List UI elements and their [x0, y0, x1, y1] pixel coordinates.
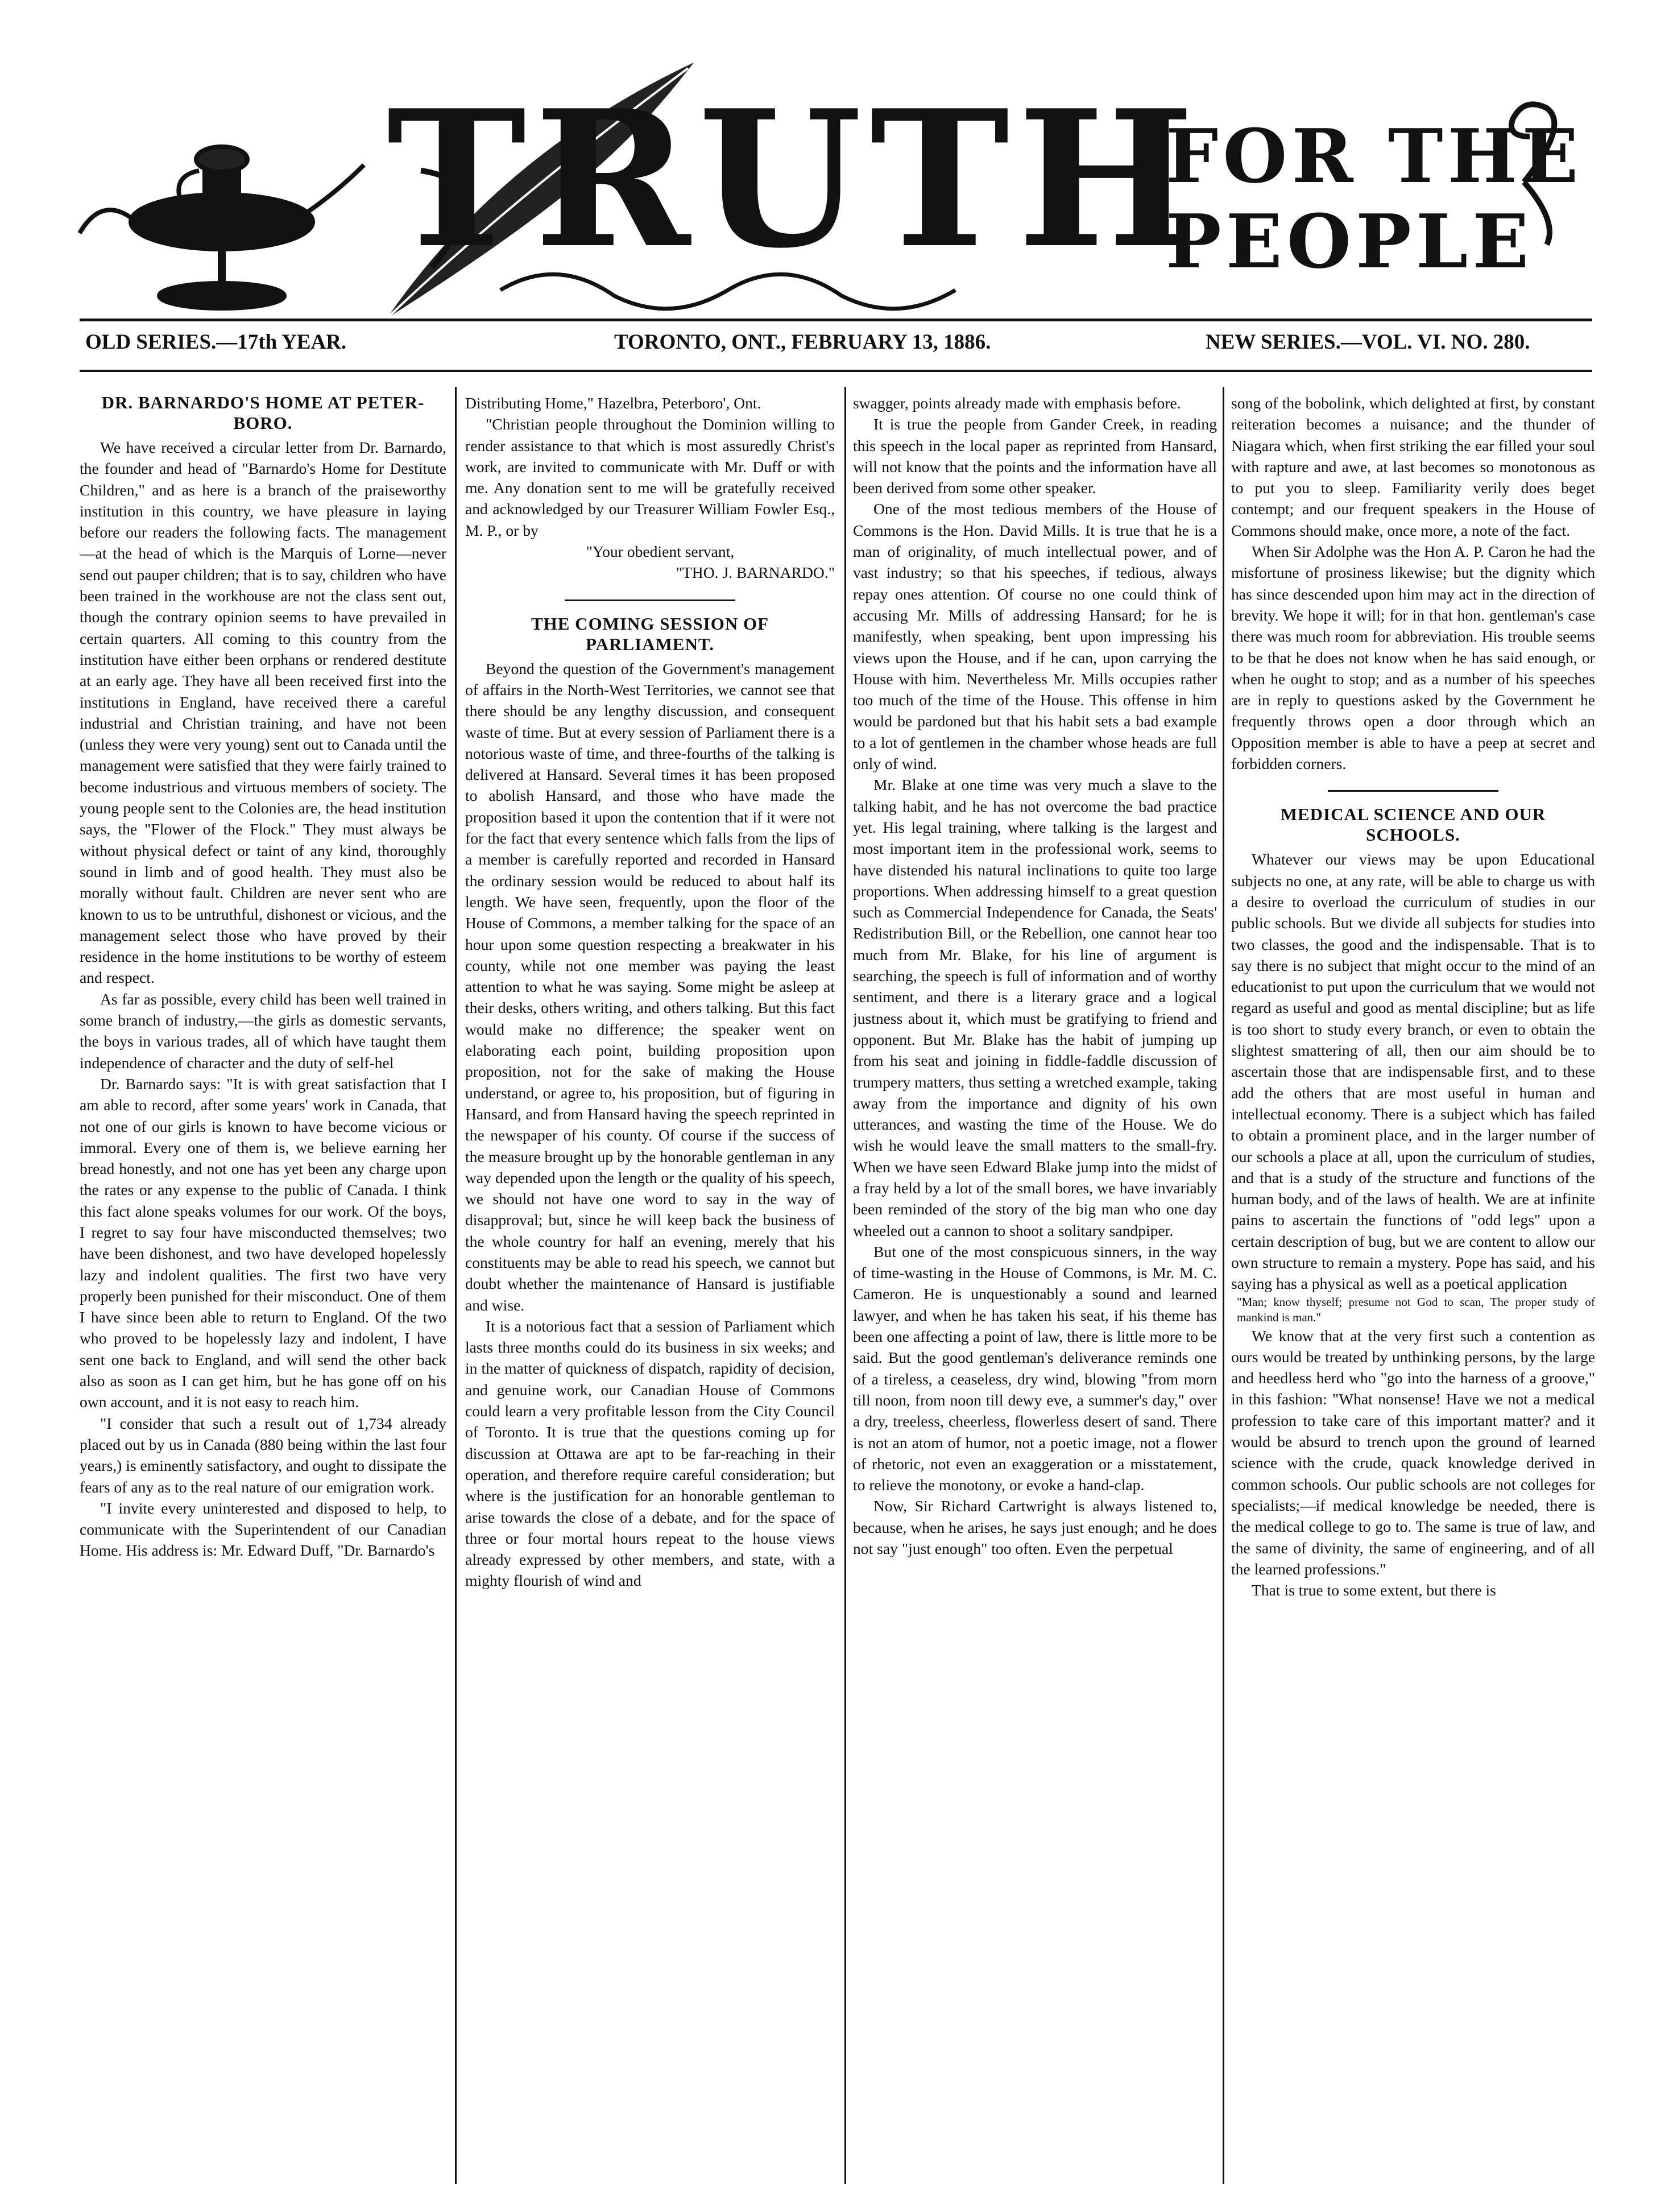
article-paragraph: It is true the people from Gander Creek, in reading this speech in the local paper as reprinted from Hansard, will not know that the points and the information have all been derived from some other speaker. [853, 415, 1217, 497]
new-series-label: NEW SERIES.—VOL. VI. NO. 280. [1206, 330, 1530, 354]
article-paragraph: song of the bobolink, which delighted at first, by constant reiteration becomes a nuisance; and the thunder of Niagara which, when first striking the ear filled your soul with rapture and awe, at last becomes so monotonous as to put you to sleep. Familiarity verily does beget contempt; and our frequent speakers in the House of Commons should make, once more, a note of the fact. [1231, 394, 1595, 539]
masthead-subtitle-line2: PEOPLE [1166, 198, 1534, 285]
masthead-subtitle-line1: FOR THE [1166, 113, 1583, 200]
poetry-quote: "Man; know thyself; presume not God to scan, The proper study of mankind is man." [1237, 1295, 1595, 1324]
oil-lamp-icon [80, 147, 364, 308]
header-bottom-rule [80, 370, 1592, 372]
article-headline: DR. BARNARDO'S HOME AT PETER-BORO. [101, 392, 425, 433]
article-paragraph: "I invite every uninterested and disposed to help, to communicate with the Superintendent of our Canadian Home. His address is: Mr. Edward Duff, "Dr. Barnardo's [80, 1499, 446, 1560]
column-1 [80, 392, 446, 2184]
column-2 [465, 392, 835, 2184]
article-paragraph: "I consider that such a result out of 1,734 already placed out by us in Canada (880 being within the last four years,) is eminently satisfactory, and ought to dissipate the fears of any as to the real nature of our emigration work. [80, 1414, 446, 1496]
article-paragraph: Dr. Barnardo says: "It is with great satisfaction that I am able to record, after some years' work in Canada, that not one of our girls is known to have become vicious or immoral. Every one of them is, we believe earning her bread honestly, and not one has yet been any charge upon the rates or any expense to the public of Canada. I think this fact alone speaks volumes for our work. Of the boys, I regret to say four have misconducted themselves; two have been dishonest, and two have developed hopelessly lazy and indolent qualities. The first two have very properly been punished for their misconduct. One of them I have since been able to return to England. Of the two who proved to be hopelessly lazy and indolent, I have sent one back to England, and will send the other back also as soon as I can get him, but he has gone off on his own account, and it is not easy to reach him. [80, 1074, 446, 1411]
article-paragraph: swagger, points already made with emphasis before. [853, 394, 1181, 412]
article-headline: THE COMING SESSION OF PARLIAMENT. [531, 613, 769, 654]
top-rule [80, 319, 1592, 321]
column-divider [1223, 387, 1224, 2184]
article-paragraph: Mr. Blake at one time was very much a slave to the talking habit, and he has not overcome the bad practice yet. His legal training, where talking is the largest and most important item in the professional work, seems to have distended his natural inclinations to quite too large proportions. When addressing himself to a great question such as Commercial Independence for Canada, the Seats' Redistribution Bill, or the Rebellion, one cannot hear too much from Mr. Blake, for his line of argument is searching, the speech is full of information and of worthy sentiment, and there is a literary grace and a logical justness about it, which must be gratifying to friend and opponent. But Mr. Blake has the habit of jumping up from his seat and joining in fiddle-faddle discussion of trumpery matters, thus setting a wretched example, taking away from the importance and dignity of his own utterances, and wasting the time of the House. We do wish he would leave the small matters to the small-fry. When we have seen Edward Blake jump into the midst of a fray held by a lot of the small bores, we have invariably been reminded of the story of the big man who one day wheeled out a cannon to shoot a solitary sandpiper. [853, 776, 1217, 1239]
issue-info-bar [85, 330, 1587, 364]
article-headline: MEDICAL SCIENCE AND OUR SCHOOLS. [1280, 804, 1546, 845]
masthead [68, 51, 1604, 324]
article-separator [565, 599, 735, 601]
article-paragraph: Beyond the question of the Government's management of affairs in the North-West Territories, we cannot see that there should be any lengthy discussion, and consequent waste of time. But at every session of Parliament there is a notorious waste of time, and three-fourths of the talking is delivered at Hansard. Several times it has been proposed to abolish Hansard, and those who have made the proposition based it upon the contention that if it were not for the fact that every sentence which falls from the lips of a member is carefully reported and recorded in Hansard the ordinary session would be reduced to about half its length. We have seen, frequently, upon the floor of the House of Commons, a member talking for the space of an hour upon some question respecting a breakwater in his county, while not one member was paying the least attention to what he was saying. Some might be asleep at their desks, others writing, and others talking. But this fact would make no difference; the speaker went on elaborating each point, building proposition upon proposition, not for the sake of making the House understand, or agree to, his proposition, but of figuring in Hansard, and from Hansard having the speech reprinted in the newspaper of his county. Of course if the success of the measure brought up by the honorable gentleman in any way depended upon the length or the quality of his speech, we should not have one word to say in the way of disapproval; but, since he will keep back the business of the whole country for half an evening, merely that his constituents may be able to read his speech, we cannot but doubt whether the maintenance of Hansard is justifiable and wise. [465, 659, 835, 1314]
article-paragraph: We know that at the very first such a contention as ours would be treated by unthinking persons, by the large and heedless herd who "go into the harness of a groove," in this fashion: "What nonsense! Have we not a medical profession to take care of this important matter? and it would be absurd to trench upon the ground of learned science with the crude, quack knowledge derived in common schools. Our public schools are not colleges for specialists;—if medical knowledge be needed, there is the medical college to go to. The same is true of law, and the same of divinity, the same of engineering, and of all the learned professions." [1231, 1326, 1595, 1578]
article-paragraph: That is true to some extent, but there is [1252, 1581, 1496, 1599]
article-paragraph: When Sir Adolphe was the Hon A. P. Caron he had the misfortune of prosiness likewise; but the dignity which has since descended upon him may act in the direction of brevity. We hope it will; for in that hon. gentleman's case there was much room for abbreviation. His trouble seems to be that he does not know when he has said enough, or when he ought to stop; and as a number of his speeches are in reply to questions asked by the Government he frequently throws open a door through which an Opposition member is able to have a peep at secret and forbidden corners. [1231, 543, 1595, 773]
old-series-label: OLD SERIES.—17th YEAR. [85, 330, 347, 354]
article-paragraph: Distributing Home," Hazelbra, Peterboro', Ont. [465, 394, 761, 412]
signature-name: "THO. J. BARNARDO." [676, 564, 835, 582]
column-3 [853, 392, 1217, 2184]
column-divider [455, 387, 457, 2184]
article-paragraph: As far as possible, every child has been well trained in some branch of industry,—the girls as domestic servants, the boys in various trades, all of which have taught them independence of character and the duty of self-hel [80, 990, 446, 1072]
article-paragraph: We have received a circular letter from Dr. Barnardo, the founder and head of "Barnardo's Home for Destitute Children," and as here is a branch of the praiseworthy institution in this country, we have pleasure in laying before our readers the following facts. The management—at the head of which is the Marquis of Lorne—never send out pauper children; that is to say, children who have been trained in the workhouse are not the class sent out, though the contrary opinion seems to have prevailed in certain quarters. All coming to this country from the institution have either been orphans or rendered destitute at an early age. They have all been received first into the institutions in England, have received there a careful industrial and Christian training, and have not been (unless they were very young) sent out to Canada until the management were satisfied that they were fairly trained to become industrious and virtuous members of society. The young people sent to the Colonies are, the head institution says, the "Flower of the Flock." They must always be without physical defect or taint of any kind, thoroughly sound in limb and of good health. They must also be morally without fault. Children are never sent who are known to us to be untruthful, dishonest or vicious, and the management select those who have proved by their residence in the home institutions to be worthy of esteem and respect. [80, 439, 446, 987]
column-divider [844, 387, 846, 2184]
article-paragraph: Now, Sir Richard Cartwright is always listened to, because, when he arises, he says just enough; and he does not say "just enough" too often. Even the perpetual [853, 1497, 1217, 1558]
signature-closing: "Your obedient servant, [586, 543, 735, 561]
masthead-title: TRUTH [387, 69, 1203, 290]
article-paragraph: "Christian people throughout the Dominion willing to render assistance to that which is most assuredly Christ's work, are invited to communicate with Mr. Duff or with me. Any donation sent to me will be gratefully received and acknowledged by our Treasurer William Fowler Esq., M. P., or by [465, 415, 835, 539]
article-paragraph: But one of the most conspicuous sinners, in the way of time-wasting in the House of Commons, is Mr. M. C. Cameron. He is unquestionably a sound and learned lawyer, and when he has taken his seat, if his theme has been one affecting a point of law, there is little more to be said. But the good gentleman's deliverance reminds one of a tireless, a ceaseless, dry wind, blowing "from morn till noon, from noon till dewy eve, a summer's day," over a dry, treeless, cheerless, flowerless desert of sand. There is not an atom of humor, not a poetic image, not a flower of rhetoric, not even an exaggeration or a misstatement, to relieve the monotony, or evoke a hand-clap. [853, 1242, 1217, 1494]
article-separator [1328, 790, 1498, 792]
column-4 [1231, 392, 1595, 2184]
dateline: TORONTO, ONT., FEBRUARY 13, 1886. [614, 330, 991, 354]
article-paragraph: One of the most tedious members of the House of Commons is the Hon. David Mills. It is true that he is a man of originality, of much intellectual power, and of vast industry; so that his speeches, if tedious, always repay ones attention. Of course no one could think of accusing Mr. Mills of addressing Hansard; for he is manifestly, when speaking, bent upon impressing his views upon the House, and if he can, upon carrying the House with him. Nevertheless Mr. Mills occupies rather too much of the time of the House. This offense in him would be pardoned but that his habit sets a bad example to a lot of gentlemen in the chamber whose heads are full only of wind. [853, 500, 1217, 773]
article-paragraph: Whatever our views may be upon Educational subjects no one, at any rate, will be able to charge us with a desire to overload the curriculum of studies in our public schools. But we divide all subjects for studies into two classes, the good and the indispensable. That is to say there is no subject that might occur to the mind of an educationist to put upon the curriculum that we would not regard as useful and good as mental discipline; but as life is too short to study every branch, or even to obtain the slightest smattering of all, then our aim should be to ascertain those that are indispensable first, and to these add the others that are most useful in human and intellectual economy. There is a subject which has failed to obtain a prominent place, and in the larger number of our schools a place at all, upon the curriculum of studies, and that is a study of the structure and functions of the human body, and of the laws of health. We are at infinite pains to ascertain the functions of "odd legs" upon a certain description of bug, but we are content to allow our own structure to remain a mystery. Pope has said, and his saying has a physical as well as a poetical application [1231, 850, 1595, 1293]
article-paragraph: It is a notorious fact that a session of Parliament which lasts three months could do its business in six weeks; and in the matter of quickness of dispatch, rapidity of decision, and genuine work, our Canadian House of Commons could learn a very profitable lesson from the City Council of Toronto. It is true that the questions coming up for discussion at Ottawa are apt to be far-reaching in their operation, and therefore require careful consideration; but where is the justification for an honorable gentleman to arise towards the close of a debate, and for the space of three or four mortal hours repeat to the house views already expressed by other members, and state, with a mighty flourish of wind and [465, 1317, 835, 1590]
